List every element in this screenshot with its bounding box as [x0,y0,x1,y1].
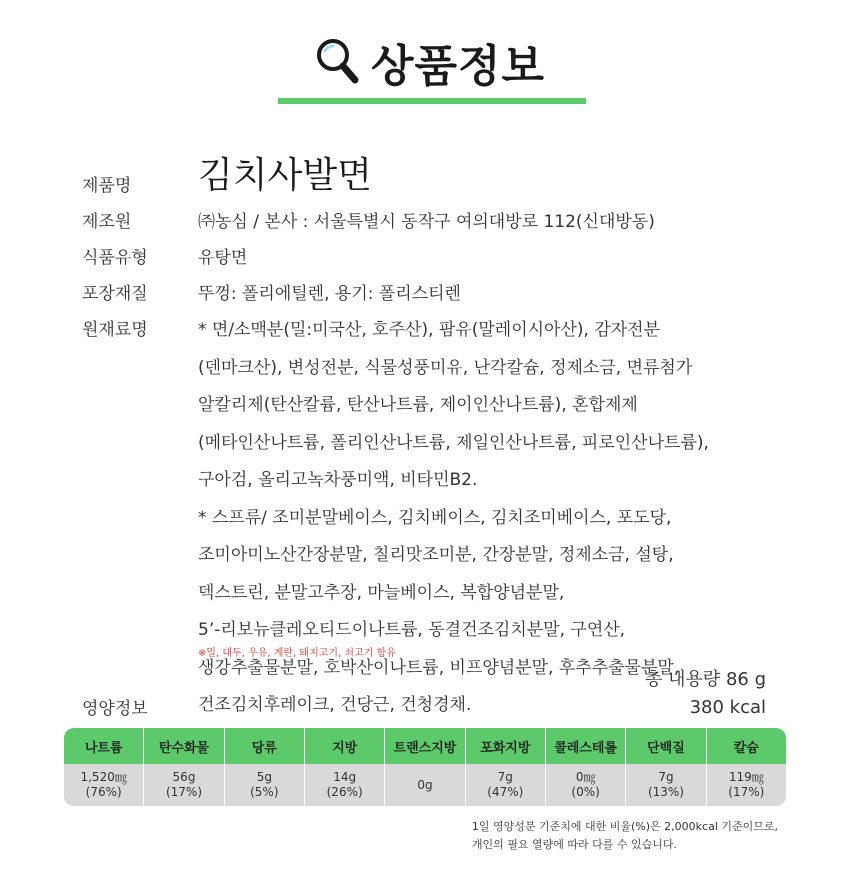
header-cell-calcium: 칼슘 [733,740,759,756]
value-percent: (47%) [487,785,524,799]
ingredients-line: 조미아미노산간장분말, 칠리맛조미분, 간장분말, 정제소금, 설탕, [198,545,674,565]
value-cell-sugars [225,764,305,806]
value-cell-protein [626,764,706,806]
ingredients-line: 5’-리보뉴클레오티드이나트륨, 동결건조김치분말, 구연산, [198,620,626,640]
maker-label: 제조원 [82,212,132,232]
value-amount: 7g [658,770,674,784]
ingredients-line: 알칼리제(탄산칼륨, 탄산나트륨, 제이인산나트륨), 혼합제제 [198,395,638,415]
nutrition-table [64,728,786,806]
ingredients-line: 구아검, 올리고녹차풍미액, 비타민B2. [198,470,478,490]
value-percent: (0%) [571,785,600,799]
type-value: 유탕면 [198,248,248,268]
value-cell-sodium [64,764,144,806]
maker-row [82,204,802,240]
header-cell-carbohydrate: 탄수화물 [144,728,224,764]
value-amount: 1,520㎎ [80,770,127,784]
allergy-notice: ※밀, 대두, 우유, 계란, 돼지고기, 쇠고기 함유 [198,648,396,659]
page-title: 상품정보 [370,41,545,92]
value-amount: 0㎎ [575,770,596,784]
value-cell-calcium [707,764,786,806]
product-name-row [82,152,802,204]
ingredients-line: * 면/소맥분(밀:미국산, 호주산), 팜유(말레이시아산), 감자전분 [198,320,661,340]
maker-value: ㈜농심 / 본사 : 서울특별시 동작구 여의대방로 112(신대방동) [198,212,655,232]
value-percent: (5%) [250,785,279,799]
total-amount: 총 내용량 86 g [644,669,766,690]
value-cell-fat [305,764,385,806]
product-info [82,150,802,725]
value-percent: (13%) [647,785,684,799]
ingredients-line: 건조김치후레이크, 건당근, 건청경채. [198,695,472,715]
value-percent: (17%) [728,785,765,799]
ingredients-line: (메타인산나트륨, 폴리인산나트륨, 제일인산나트륨, 피로인산나트륨), [198,432,709,453]
nutrition-footnote [472,818,778,854]
value-amount: 14g [333,770,357,784]
header-cell-sugars: 당류 [225,728,305,764]
header-cell-trans-fat: 트랜스지방 [385,728,465,764]
header-cell-saturated-fat: 포화지방 [466,728,546,764]
ingredients-line: 생강추출물분말, 호박산이나트륨, 비프양념분말, 후추추출물분말, [198,657,680,678]
value-amount: 5g [256,770,272,784]
ingredients-list [198,312,709,725]
ingredients-label: 원재료명 [82,320,148,340]
total-content [645,666,766,722]
footnote-line: 1일 영양성분 기준치에 대한 비율(%)은 2,000kcal 기준이므로, [471,820,778,833]
header-inner [315,30,545,94]
type-label: 식품유형 [82,248,148,268]
header-cell-cholesterol: 콜레스테롤 [546,728,626,764]
product-name: 김치사발면 [198,155,372,196]
value-cell-cholesterol [546,764,626,806]
product-name-label: 제품명 [82,176,132,196]
header-cell-fat: 지방 [305,728,385,764]
value-cell-saturated-fat [466,764,546,806]
value-amount: 56g [172,770,196,784]
header-cell-sodium: 나트륨 [64,728,144,764]
value-amount: 0g [417,777,433,792]
value-percent: (17%) [165,785,203,799]
ingredients-line: (덴마크산), 변성전분, 식물성풍미유, 난각칼슘, 정제소금, 면류첨가 [198,357,693,378]
value-amount: 7g [497,770,513,784]
packaging-value: 뚜껑: 폴리에틸렌, 용기: 폴리스티렌 [198,284,461,304]
packaging-row [82,276,802,312]
nutrition-label: 영양정보 [82,699,148,719]
value-cell-trans-fat [385,764,465,806]
value-percent: (26%) [326,785,363,799]
value-cell-carbohydrate [144,764,224,806]
magnifier-icon [315,37,361,87]
value-percent: (76%) [85,785,122,799]
ingredients-line: * 스프류/ 조미분말베이스, 김치베이스, 김치조미베이스, 포도당, [198,507,672,528]
packaging-label: 포장재질 [82,284,148,304]
value-amount: 119㎎ [728,770,764,784]
page-header [0,30,860,94]
ingredients-row [82,312,802,725]
ingredients-line: 덱스트린, 분말고추장, 마늘베이스, 복합양념분말, [198,582,565,603]
total-kcal: 380 kcal [689,697,766,718]
footnote-line: 개인의 필요 열량에 따라 다를 수 있습니다. [471,838,678,851]
nutrition-table-header [64,728,786,764]
type-row [82,240,802,276]
title-underline [278,98,586,104]
header-cell-protein: 단백질 [626,728,706,764]
nutrition-table-values [64,764,786,806]
